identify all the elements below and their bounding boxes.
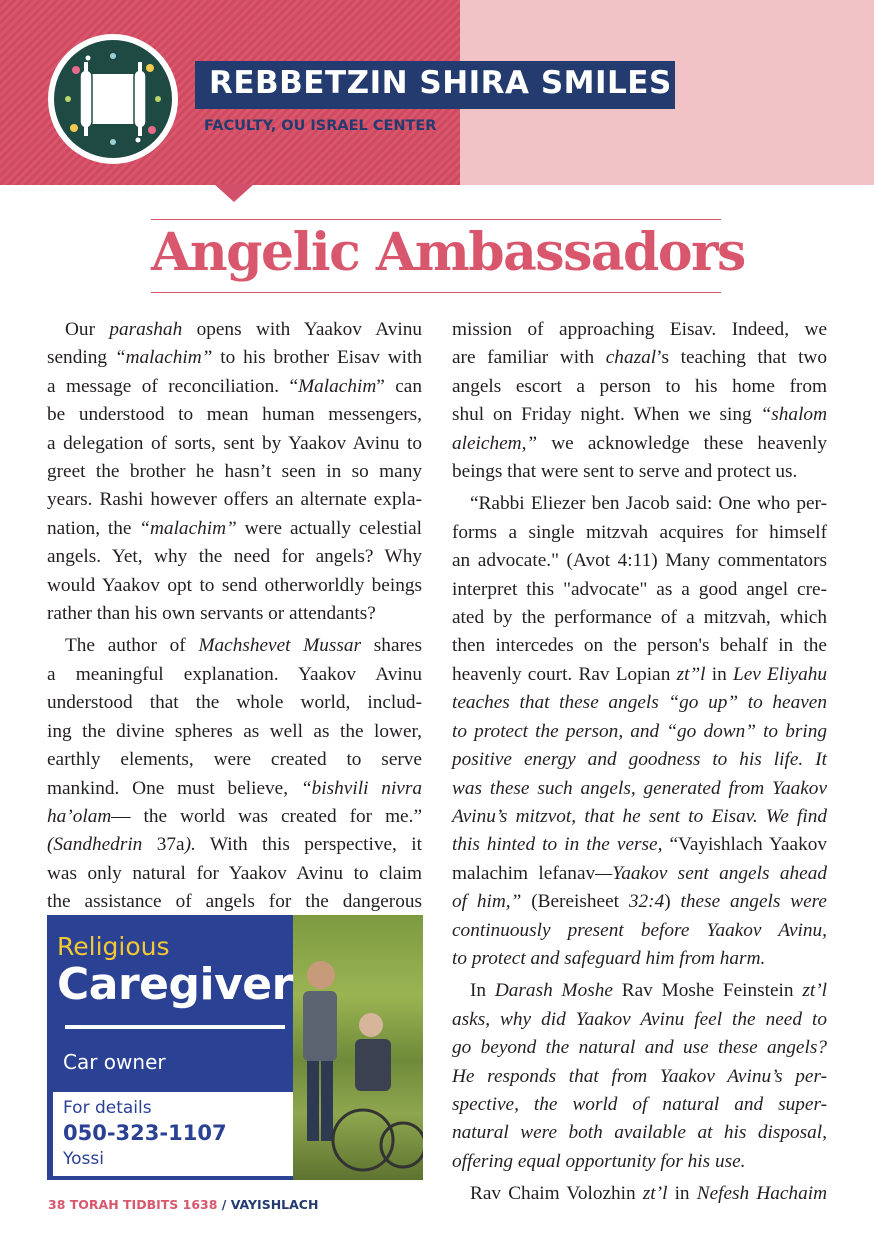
logo-background [54, 40, 172, 158]
caregiver-photo-icon [293, 915, 423, 1180]
header-notch [214, 184, 254, 202]
paragraph [47, 316, 422, 628]
text-line: malachim lefanav—Yaakov sent angels ahead [452, 862, 827, 884]
title-rule-bottom [151, 292, 721, 293]
text-line: shul on Friday night. When we sing “shalom [452, 404, 827, 426]
ad-contact-name: Yossi [63, 1149, 104, 1169]
text-line: mankind. One must believe, “bishvili nivra [47, 777, 423, 799]
torah-scroll-logo [48, 34, 178, 164]
text-line: (Sandhedrin 37a). With this perspective, it [47, 834, 422, 856]
text-line: rather than his own servants or attendants? [47, 603, 376, 625]
author-banner [195, 61, 675, 109]
footer-section: VAYISHLACH [230, 1197, 319, 1212]
text-line: greet the brother he hasn’t seen in so many [47, 461, 422, 483]
text-line: this hinted to in the verse, “Vayishlach Yaakov [452, 834, 828, 856]
text-line: angels escort a person to his home from [452, 375, 827, 397]
text-line: spective, the world of natural and super- [452, 1093, 827, 1115]
paragraph [452, 1180, 827, 1208]
text-line: a meaningful explanation. Yaakov Avinu [47, 663, 422, 685]
ad-phone-number[interactable]: 050-323-1107 [63, 1121, 227, 1145]
text-line: natural were both available at his disposal, [452, 1122, 827, 1144]
text-line: teaches that these angels “go up” to heaven [452, 692, 827, 714]
ad-religious: Religious [57, 932, 170, 961]
ad-divider [65, 1025, 285, 1029]
text-line: beings that were sent to serve and protect us. [452, 461, 798, 483]
paragraph [452, 977, 827, 1176]
footer-separator: / [217, 1197, 231, 1212]
text-line: “Rabbi Eliezer ben Jacob said: One who per- [470, 493, 827, 515]
text-line: The author of Machshevet Mussar shares [65, 635, 422, 657]
text-line: of him,” (Bereisheet 32:4) these angels were [452, 891, 827, 913]
text-line: a delegation of sorts, sent by Yaakov Avinu to [47, 432, 422, 454]
text-line: would Yaakov opt to send otherworldly beings [47, 574, 422, 596]
article-title: Angelic Ambassadors [151, 222, 745, 283]
text-line: sending “malachim” to his brother Eisav with [47, 347, 422, 369]
paragraph [452, 490, 827, 973]
text-line: understood that the whole world, includ- [47, 692, 422, 714]
text-line: the assistance of angels for the dangerous [47, 891, 422, 913]
text-line: years. Rashi however offers an alternate expla- [47, 489, 422, 511]
text-line: to protect and safeguard him from harm. [452, 947, 766, 969]
text-line: an advocate." (Avot 4:11) Many commentators [452, 550, 827, 572]
caregiver-ad[interactable] [47, 915, 423, 1180]
text-line: asks, why did Yaakov Avinu feel the need to [452, 1008, 827, 1030]
text-line: heavenly court. Rav Lopian zt”l in Lev Eliyahu [452, 663, 827, 685]
text-line: to protect the person, and “go down” to bring [452, 720, 827, 742]
title-rule-top [151, 219, 721, 220]
text-line: interpret this "advocate" as a good angel cre- [452, 578, 827, 600]
left-column [47, 316, 422, 917]
text-line: ha’olam— the world was created for me.” [47, 805, 422, 827]
paragraph [452, 316, 827, 486]
text-line: then intercedes on the person's behalf in the [452, 635, 827, 657]
text-line: forms a single mitzvah acquires for himself [452, 521, 827, 543]
text-line: positive energy and goodness to his life. It [452, 749, 827, 771]
text-line: In Darash Moshe Rav Moshe Feinstein zt’l [470, 980, 827, 1002]
ad-contact-box [53, 1092, 293, 1176]
text-line: nation, the “malachim” were actually celestial [47, 517, 422, 539]
text-line: go beyond the natural and use these angels? [452, 1037, 827, 1059]
text-line: offering equal opportunity for his use. [452, 1150, 746, 1172]
ad-photo [293, 915, 423, 1180]
text-line: be understood to mean human messengers, [47, 404, 422, 426]
text-line: was only natural for Yaakov Avinu to claim [47, 862, 422, 884]
scroll-icon [54, 40, 172, 158]
footer-page-info: 38 TORAH TIDBITS 1638 [48, 1197, 218, 1212]
text-line: a message of reconciliation. “Malachim” can [47, 375, 422, 397]
text-line: Avinu’s mitzvot, that he sent to Eisav. We find [452, 805, 827, 827]
text-line: was these such angels, generated from Yaakov [452, 777, 827, 799]
text-line: aleichem,” we acknowledge these heavenly [452, 432, 827, 454]
author-name: REBBETZIN SHIRA SMILES [209, 65, 672, 101]
text-line: angels. Yet, why the need for angels? Why [47, 546, 422, 568]
paragraph [47, 632, 422, 916]
ad-details-label: For details [63, 1098, 152, 1118]
text-line: Rav Chaim Volozhin zt’l in Nefesh Hachaim [470, 1183, 827, 1205]
ad-caregiver: Caregiver [57, 959, 293, 1010]
text-line: Our parashah opens with Yaakov Avinu [65, 319, 422, 340]
text-line: He responds that from Yaakov Avinu’s per- [452, 1065, 827, 1087]
author-title: FACULTY, OU ISRAEL CENTER [204, 118, 437, 134]
text-line: ated by the performance of a mitzvah, which [452, 607, 827, 629]
ad-car-owner: Car owner [63, 1050, 166, 1074]
text-line: earthly elements, were created to serve [47, 749, 422, 771]
page-footer [48, 1197, 318, 1212]
text-line: continuously present before Yaakov Avinu, [452, 919, 827, 941]
text-line: ing the divine spheres as well as the lower, [47, 720, 422, 742]
text-line: mission of approaching Eisav. Indeed, we [452, 319, 827, 340]
text-line: are familiar with chazal’s teaching that two [452, 347, 827, 369]
right-column [452, 316, 827, 1209]
